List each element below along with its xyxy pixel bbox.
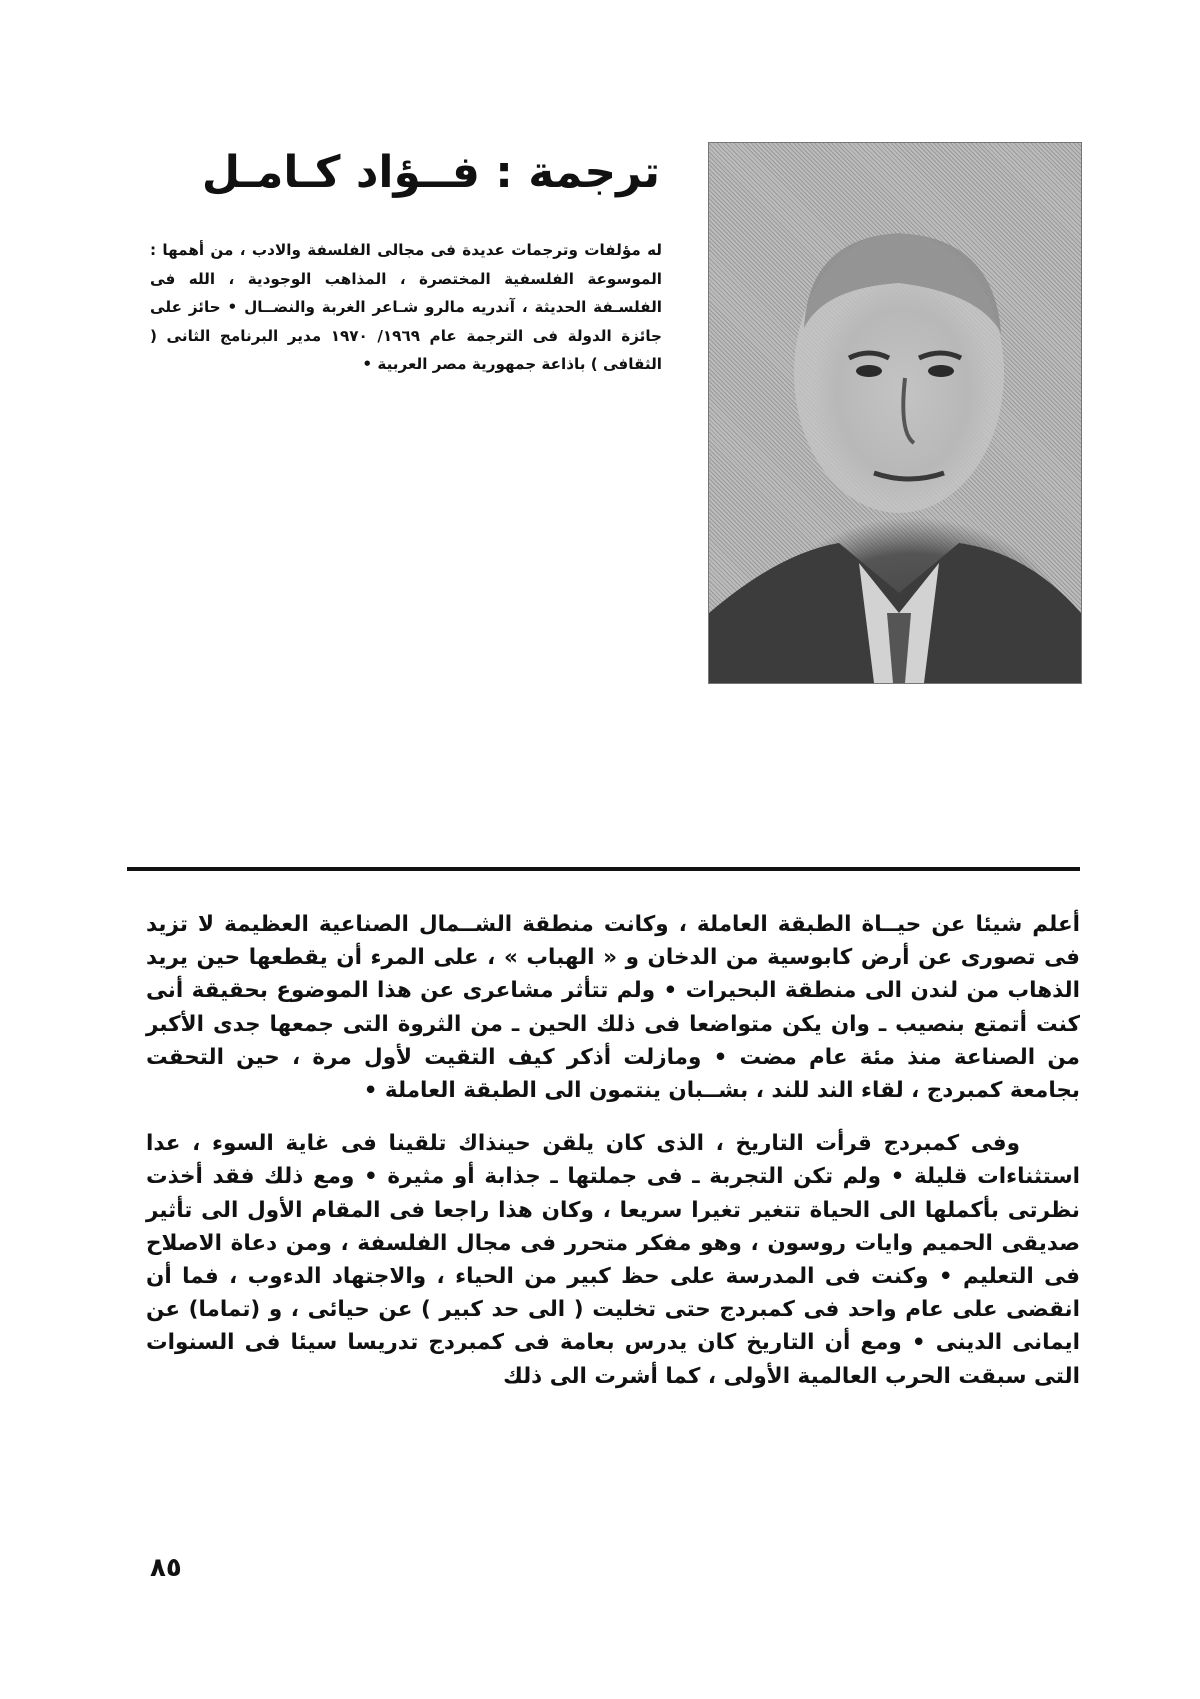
author-portrait xyxy=(708,142,1082,684)
article-body xyxy=(146,908,1080,1393)
section-divider xyxy=(127,867,1080,871)
article-paragraph: وفى كمبردج قرأت التاريخ ، الذى كان يلقن حينذاك تلقينا فى غاية السوء ، عدا استثناءات قليلة • ولم تكن التجربة ـ فى جملتها ـ جذابة أو مثيرة • ومع ذلك فقد أخذت نظرتى بأكملها الى الحياة تتغير تغيرا سريعا ، وكان هذا راجعا فى المقام الأول الى تأثير صديقى الحميم وايات روسون ، وهو مفكر متحرر فى مجال الفلسفة ، ومن دعاة الاصلاح فى التعليم • وكنت فى المدرسة على حظ كبير من الحياء ، والاجتهاد الدءوب ، فما أن انقضى على عام واحد فى كمبردج حتى تخليت ( الى حد كبير ) عن حيائى ، و (تماما) عن ايمانى الدينى • ومع أن التاريخ كان يدرس بعامة فى كمبردج تدريسا سيئا فى السنوات التى سبقت الحرب العالمية الأولى ، كما أشرت الى ذلك xyxy=(146,1131,1080,1389)
article-paragraph: أعلم شيئا عن حيــاة الطبقة العاملة ، وكانت منطقة الشــمال الصناعية العظيمة لا تزيد فى تصورى عن أرض كابوسية من الدخان و « الهباب » ، على المرء أن يقطعها حين يريد الذهاب من لندن الى منطقة البحيرات • ولم تتأثر مشاعرى عن هذا الموضوع بحقيقة أنى كنت أتمتع بنصيب ـ وان يكن متواضعا فى ذلك الحين ـ من الثروة التى جمعها جدى الأكبر من الصناعة منذ مئة عام مضت • ومازلت أذكر كيف التقيت لأول مرة ، حين التحقت بجامعة كمبردج ، لقاء الند للند ، بشــبان ينتمون الى الطبقة العاملة • xyxy=(146,912,1080,1104)
translator-bio: له مؤلفات وترجمات عديدة فى مجالى الفلسفة والادب ، من أهمها : الموسوعة الفلسفية المختصرة ، المذاهب الوجودية ، الله فى الفلسـفة الحديثة ، آندريه مالرو شـاعر الغربة والنضــال • حائز على جائزة الدولة فى الترجمة عام ١٩٦٩/ ١٩٧٠ مدير البرنامج الثانى ( الثقافى ) باذاعة جمهورية مصر العربية • xyxy=(150,241,663,373)
translator-title: ترجمة : فــؤاد كـامـل xyxy=(201,147,660,198)
portrait-photo-icon xyxy=(709,143,1081,683)
page-number: ٨٥ xyxy=(150,1553,182,1583)
